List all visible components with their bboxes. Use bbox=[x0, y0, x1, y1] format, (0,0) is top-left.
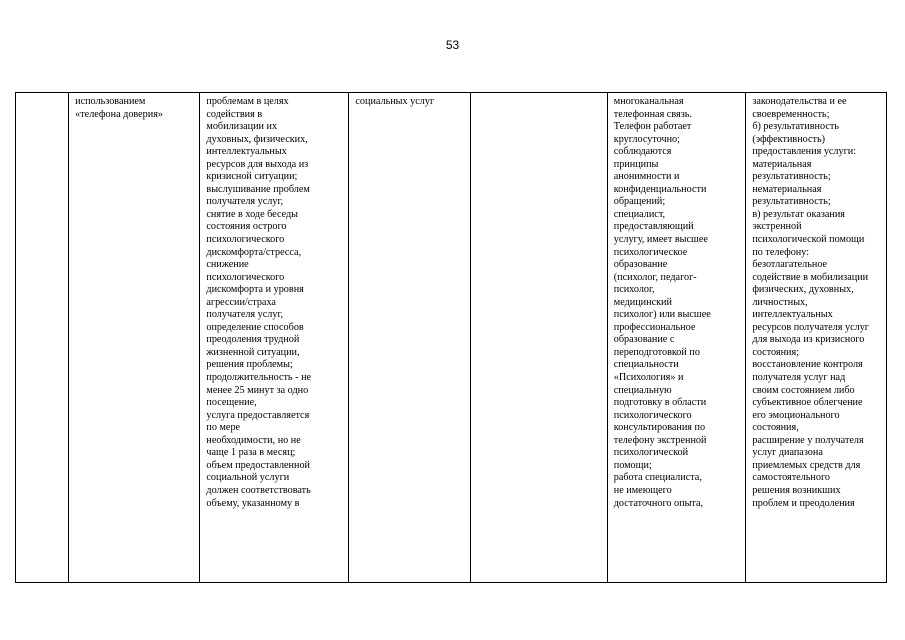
cell-text-line: образование bbox=[613, 259, 668, 271]
cell-text-line: социальных услуг bbox=[355, 96, 435, 107]
cell-text-line: для выхода из кризисного bbox=[752, 334, 865, 346]
cell-text-line: достаточного опыта, bbox=[613, 497, 704, 509]
cell-text-line: специальности bbox=[613, 359, 679, 371]
table-row bbox=[16, 93, 887, 583]
cell-text-line: образование с bbox=[613, 334, 675, 346]
cell-text-line: состояния острого bbox=[206, 221, 287, 233]
cell-text-line: состояния; bbox=[752, 346, 800, 358]
cell-rate bbox=[471, 93, 607, 583]
cell-text-line: психологического bbox=[613, 409, 692, 421]
cell-quality-indicators bbox=[746, 93, 887, 583]
cell-text-line: помощи; bbox=[613, 459, 652, 471]
cell-text-line: консультирования по bbox=[613, 422, 706, 434]
cell-text-line: по мере bbox=[206, 422, 241, 434]
cell-text-line: психолог) или высшее bbox=[613, 309, 711, 321]
cell-text-line: предоставления услуги: bbox=[752, 146, 857, 158]
cell-text-line: «Психология» и bbox=[613, 372, 684, 384]
cell-description bbox=[200, 93, 349, 583]
cell-text-line: услуг диапазона bbox=[752, 447, 823, 459]
cell-text-line: психологическое bbox=[613, 246, 688, 258]
cell-text-line: состояния, bbox=[752, 422, 799, 434]
cell-text-line: содействия в bbox=[206, 108, 263, 120]
cell-term bbox=[349, 93, 471, 583]
cell-text-line: услугу, имеет высшее bbox=[613, 234, 708, 246]
cell-text-line: восстановление контроля bbox=[752, 359, 863, 371]
cell-text-line: принципы bbox=[613, 158, 659, 170]
cell-text-line: нематериальная bbox=[752, 183, 822, 195]
cell-text-line: своим состоянием либо bbox=[752, 384, 855, 396]
cell-text-line: психологического bbox=[206, 234, 285, 246]
cell-text-line: конфиденциальности bbox=[613, 183, 707, 195]
cell-text-line: результативность; bbox=[752, 171, 831, 183]
cell-text-line: кризисной ситуации; bbox=[206, 171, 298, 183]
cell-text-line: предоставляющий bbox=[613, 221, 694, 233]
page-number: 53 bbox=[445, 38, 460, 52]
cell-text-line: определение способов bbox=[206, 321, 304, 333]
cell-text-line: проблемам в целях bbox=[206, 96, 289, 107]
cell-text-line: объему, указанному в bbox=[206, 497, 300, 509]
cell-text-line: его эмоционального bbox=[752, 409, 840, 421]
cell-text-line: подготовку в области bbox=[613, 397, 707, 409]
cell-text-line: не имеющего bbox=[613, 484, 672, 496]
cell-text-line: медицинский bbox=[613, 296, 672, 308]
cell-text-line: социальной услуги bbox=[206, 472, 290, 484]
cell-text-line: услуга предоставляется bbox=[206, 409, 310, 421]
cell-text-line: Телефон работает bbox=[613, 121, 692, 133]
cell-text-line: решения проблемы; bbox=[206, 359, 293, 371]
cell-text-line: решения возникших bbox=[752, 484, 841, 496]
cell-text-line: личностных, bbox=[752, 296, 808, 308]
cell-text-line: жизненной ситуации, bbox=[206, 346, 300, 358]
cell-text-line: получателя услуг, bbox=[206, 309, 284, 321]
cell-text-line: своевременность; bbox=[752, 108, 830, 120]
cell-text-line: ресурсов для выхода из bbox=[206, 158, 309, 170]
cell-text-line: продолжительность - не bbox=[206, 372, 312, 384]
cell-text-line: соблюдаются bbox=[613, 146, 672, 158]
cell-text-line: расширение у получателя bbox=[752, 434, 864, 446]
cell-text-line: снятие в ходе беседы bbox=[206, 208, 299, 220]
cell-text-line: телефонная связь. bbox=[613, 108, 692, 120]
cell-text-line: содействие в мобилизации bbox=[752, 271, 869, 283]
cell-text-line: физических, духовных, bbox=[752, 284, 854, 296]
cell-text-line: дискомфорта и уровня bbox=[206, 284, 304, 296]
cell-text-line: интеллектуальных bbox=[206, 146, 287, 158]
cell-text-line: специальную bbox=[613, 384, 672, 396]
cell-text-line: должен соответствовать bbox=[206, 484, 311, 496]
cell-text-line: обращений; bbox=[613, 196, 666, 208]
cell-text-line: «телефона доверия» bbox=[75, 108, 164, 120]
cell-text-line: использованием bbox=[75, 96, 146, 107]
cell-text-line: менее 25 минут за одно bbox=[206, 384, 309, 396]
cell-text-line: мобилизации их bbox=[206, 121, 278, 133]
cell-text-line: специалист, bbox=[613, 208, 666, 220]
cell-text-line: получателя услуг над bbox=[752, 372, 846, 384]
cell-text-line: дискомфорта/стресса, bbox=[206, 246, 302, 258]
cell-text-line: психологической bbox=[613, 447, 689, 459]
cell-text-line: субъективное облегчение bbox=[752, 397, 863, 409]
cell-text-line: объем предоставленной bbox=[206, 459, 311, 471]
cell-text-line: круглосуточно; bbox=[613, 133, 680, 145]
cell-text-line: материальная bbox=[752, 158, 812, 170]
cell-text-line: экстренной bbox=[752, 221, 802, 233]
cell-text-line: интеллектуальных bbox=[752, 309, 833, 321]
cell-text-line: многоканальная bbox=[613, 96, 684, 107]
cell-text-line: ресурсов получателя услуг bbox=[752, 321, 869, 333]
cell-text-line: самостоятельного bbox=[752, 472, 830, 484]
cell-text-line: снижение bbox=[206, 259, 249, 271]
cell-text-line: анонимности и bbox=[613, 171, 680, 183]
services-table bbox=[15, 92, 887, 583]
cell-service-name bbox=[69, 93, 200, 583]
cell-text-line: (эффективность) bbox=[752, 133, 826, 145]
cell-text-line: преодоления трудной bbox=[206, 334, 300, 346]
cell-text-line: переподготовкой по bbox=[613, 346, 700, 358]
cell-text-line: получателя услуг, bbox=[206, 196, 284, 208]
cell-text-line: профессиональное bbox=[613, 321, 696, 333]
cell-text-line: выслушивание проблем bbox=[206, 183, 310, 195]
cell-text-line: (психолог, педагог- bbox=[613, 271, 697, 283]
cell-text-line: проблем и преодоления bbox=[752, 497, 855, 509]
cell-text-line: психологического bbox=[206, 271, 285, 283]
cell-text-line: духовных, физических, bbox=[206, 133, 308, 145]
cell-text-line: б) результативность bbox=[752, 121, 839, 133]
cell-text-line: результативность; bbox=[752, 196, 831, 208]
cell-text-line: агрессии/страха bbox=[206, 296, 276, 308]
cell-text-line: психолог, bbox=[613, 284, 655, 296]
cell-text-line: в) результат оказания bbox=[752, 208, 845, 220]
cell-text-line: телефону экстренной bbox=[613, 434, 707, 446]
cell-text-line: законодательства и ее bbox=[752, 96, 847, 107]
cell-text-line: работа специалиста, bbox=[613, 472, 702, 484]
cell-text-line: приемлемых средств для bbox=[752, 459, 861, 471]
cell-text-line: посещение, bbox=[206, 397, 257, 409]
cell-text-line: безотлагательное bbox=[752, 259, 828, 271]
cell-text-line: необходимости, но не bbox=[206, 434, 301, 446]
cell-number bbox=[16, 93, 69, 583]
cell-text-line: чаще 1 раза в месяц; bbox=[206, 447, 296, 459]
cell-conditions bbox=[607, 93, 746, 583]
cell-text-line: психологической помощи bbox=[752, 234, 865, 246]
cell-text-line: по телефону: bbox=[752, 246, 810, 258]
